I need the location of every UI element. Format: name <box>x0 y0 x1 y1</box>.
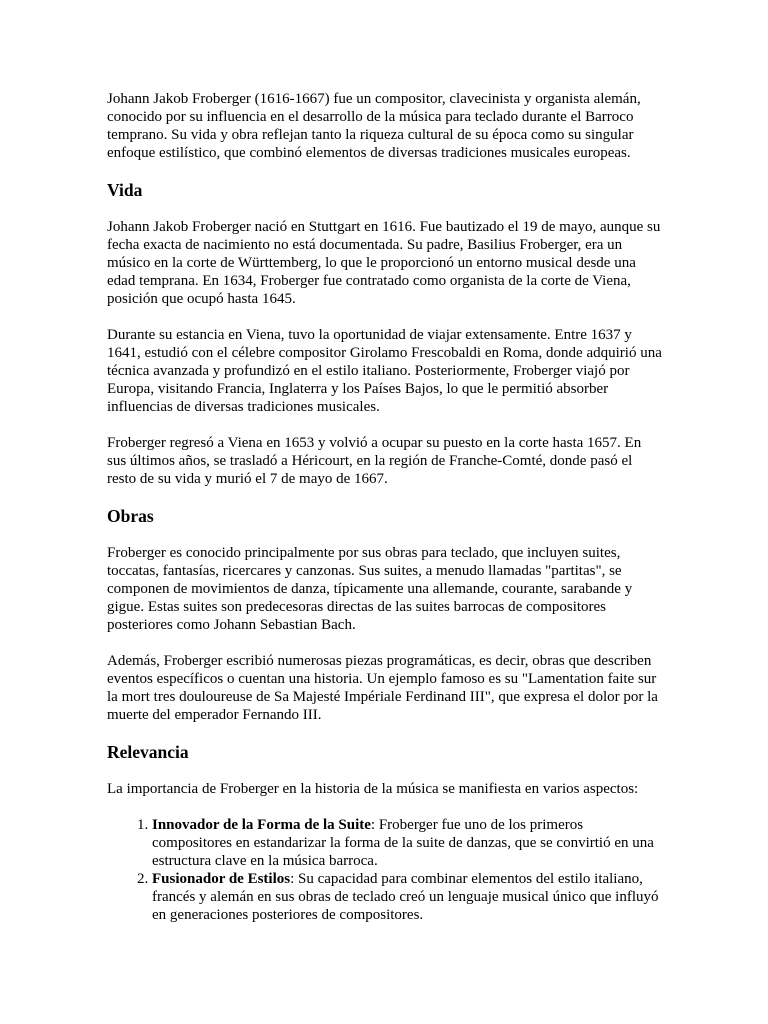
document-page <box>107 90 663 924</box>
list-item-title: Innovador de la Forma de la Suite <box>152 817 371 833</box>
section-heading-vida: Vida <box>107 180 143 200</box>
relevancia-list <box>107 816 663 924</box>
list-item-text: : Su capacidad para combinar elementos del estilo italiano, francés y alemán en sus obras de teclado creó un lenguaje musical único que influyó en generaciones posteriores de compositores. <box>152 871 659 923</box>
list-item-text: : Froberger fue uno de los primeros compositores en estandarizar la forma de la suite de danzas, que se convirtió en una estructura clave en la música barroca. <box>152 817 654 869</box>
obras-paragraph-2: Además, Froberger escribió numerosas piezas programáticas, es decir, obras que describen eventos específicos o cuentan una historia. Un ejemplo famoso es su "Lamentation faite sur la mort tres douloureuse de Sa Majesté Impériale Ferdinand III", que expresa el dolor por la muerte del emperador Fernando III. <box>107 653 658 723</box>
vida-paragraph-1: Johann Jakob Froberger nació en Stuttgart en 1616. Fue bautizado el 19 de mayo, aunque su fecha exacta de nacimiento no está documentada. Su padre, Basilius Froberger, era un músico en la corte de Württemberg, lo que le proporcionó un entorno musical desde una edad temprana. En 1634, Froberger fue contratado como organista de la corte de Viena, posición que ocupó hasta 1645. <box>107 219 661 307</box>
section-heading-relevancia: Relevancia <box>107 742 189 762</box>
intro-paragraph: Johann Jakob Froberger (1616-1667) fue un compositor, clavecinista y organista alemán, conocido por su influencia en el desarrollo de la música para teclado durante el Barroco temprano. Su vida y obra reflejan tanto la riqueza cultural de su época como su singular enfoque estilístico, que combinó elementos de diversas tradiciones musicales europeas. <box>107 91 641 161</box>
list-item-title: Fusionador de Estilos <box>152 871 291 887</box>
list-item <box>152 816 663 870</box>
vida-paragraph-3: Froberger regresó a Viena en 1653 y volvió a ocupar su puesto en la corte hasta 1657. En sus últimos años, se trasladó a Héricourt, en la región de Franche-Comté, donde pasó el resto de su vida y murió el 7 de mayo de 1667. <box>107 435 642 487</box>
vida-paragraph-2: Durante su estancia en Viena, tuvo la oportunidad de viajar extensamente. Entre 1637 y 1641, estudió con el célebre compositor Girolamo Frescobaldi en Roma, donde adquirió una técnica avanzada y profundizó en el estilo italiano. Posteriormente, Froberger viajó por Europa, visitando Francia, Inglaterra y los Países Bajos, lo que le permitió absorber influencias de diversas tradiciones musicales. <box>107 327 662 415</box>
section-heading-obras: Obras <box>107 506 154 526</box>
obras-paragraph-1: Froberger es conocido principalmente por sus obras para teclado, que incluyen suites, toccatas, fantasías, ricercares y canzonas. Sus suites, a menudo llamadas "partitas", se componen de movimientos de danza, típicamente una allemande, courante, sarabande y gigue. Estas suites son predecesoras directas de las suites barrocas de compositores posteriores como Johann Sebastian Bach. <box>107 545 633 633</box>
relevancia-intro-paragraph: La importancia de Froberger en la historia de la música se manifiesta en varios aspectos: <box>107 781 639 797</box>
list-item <box>152 870 663 924</box>
